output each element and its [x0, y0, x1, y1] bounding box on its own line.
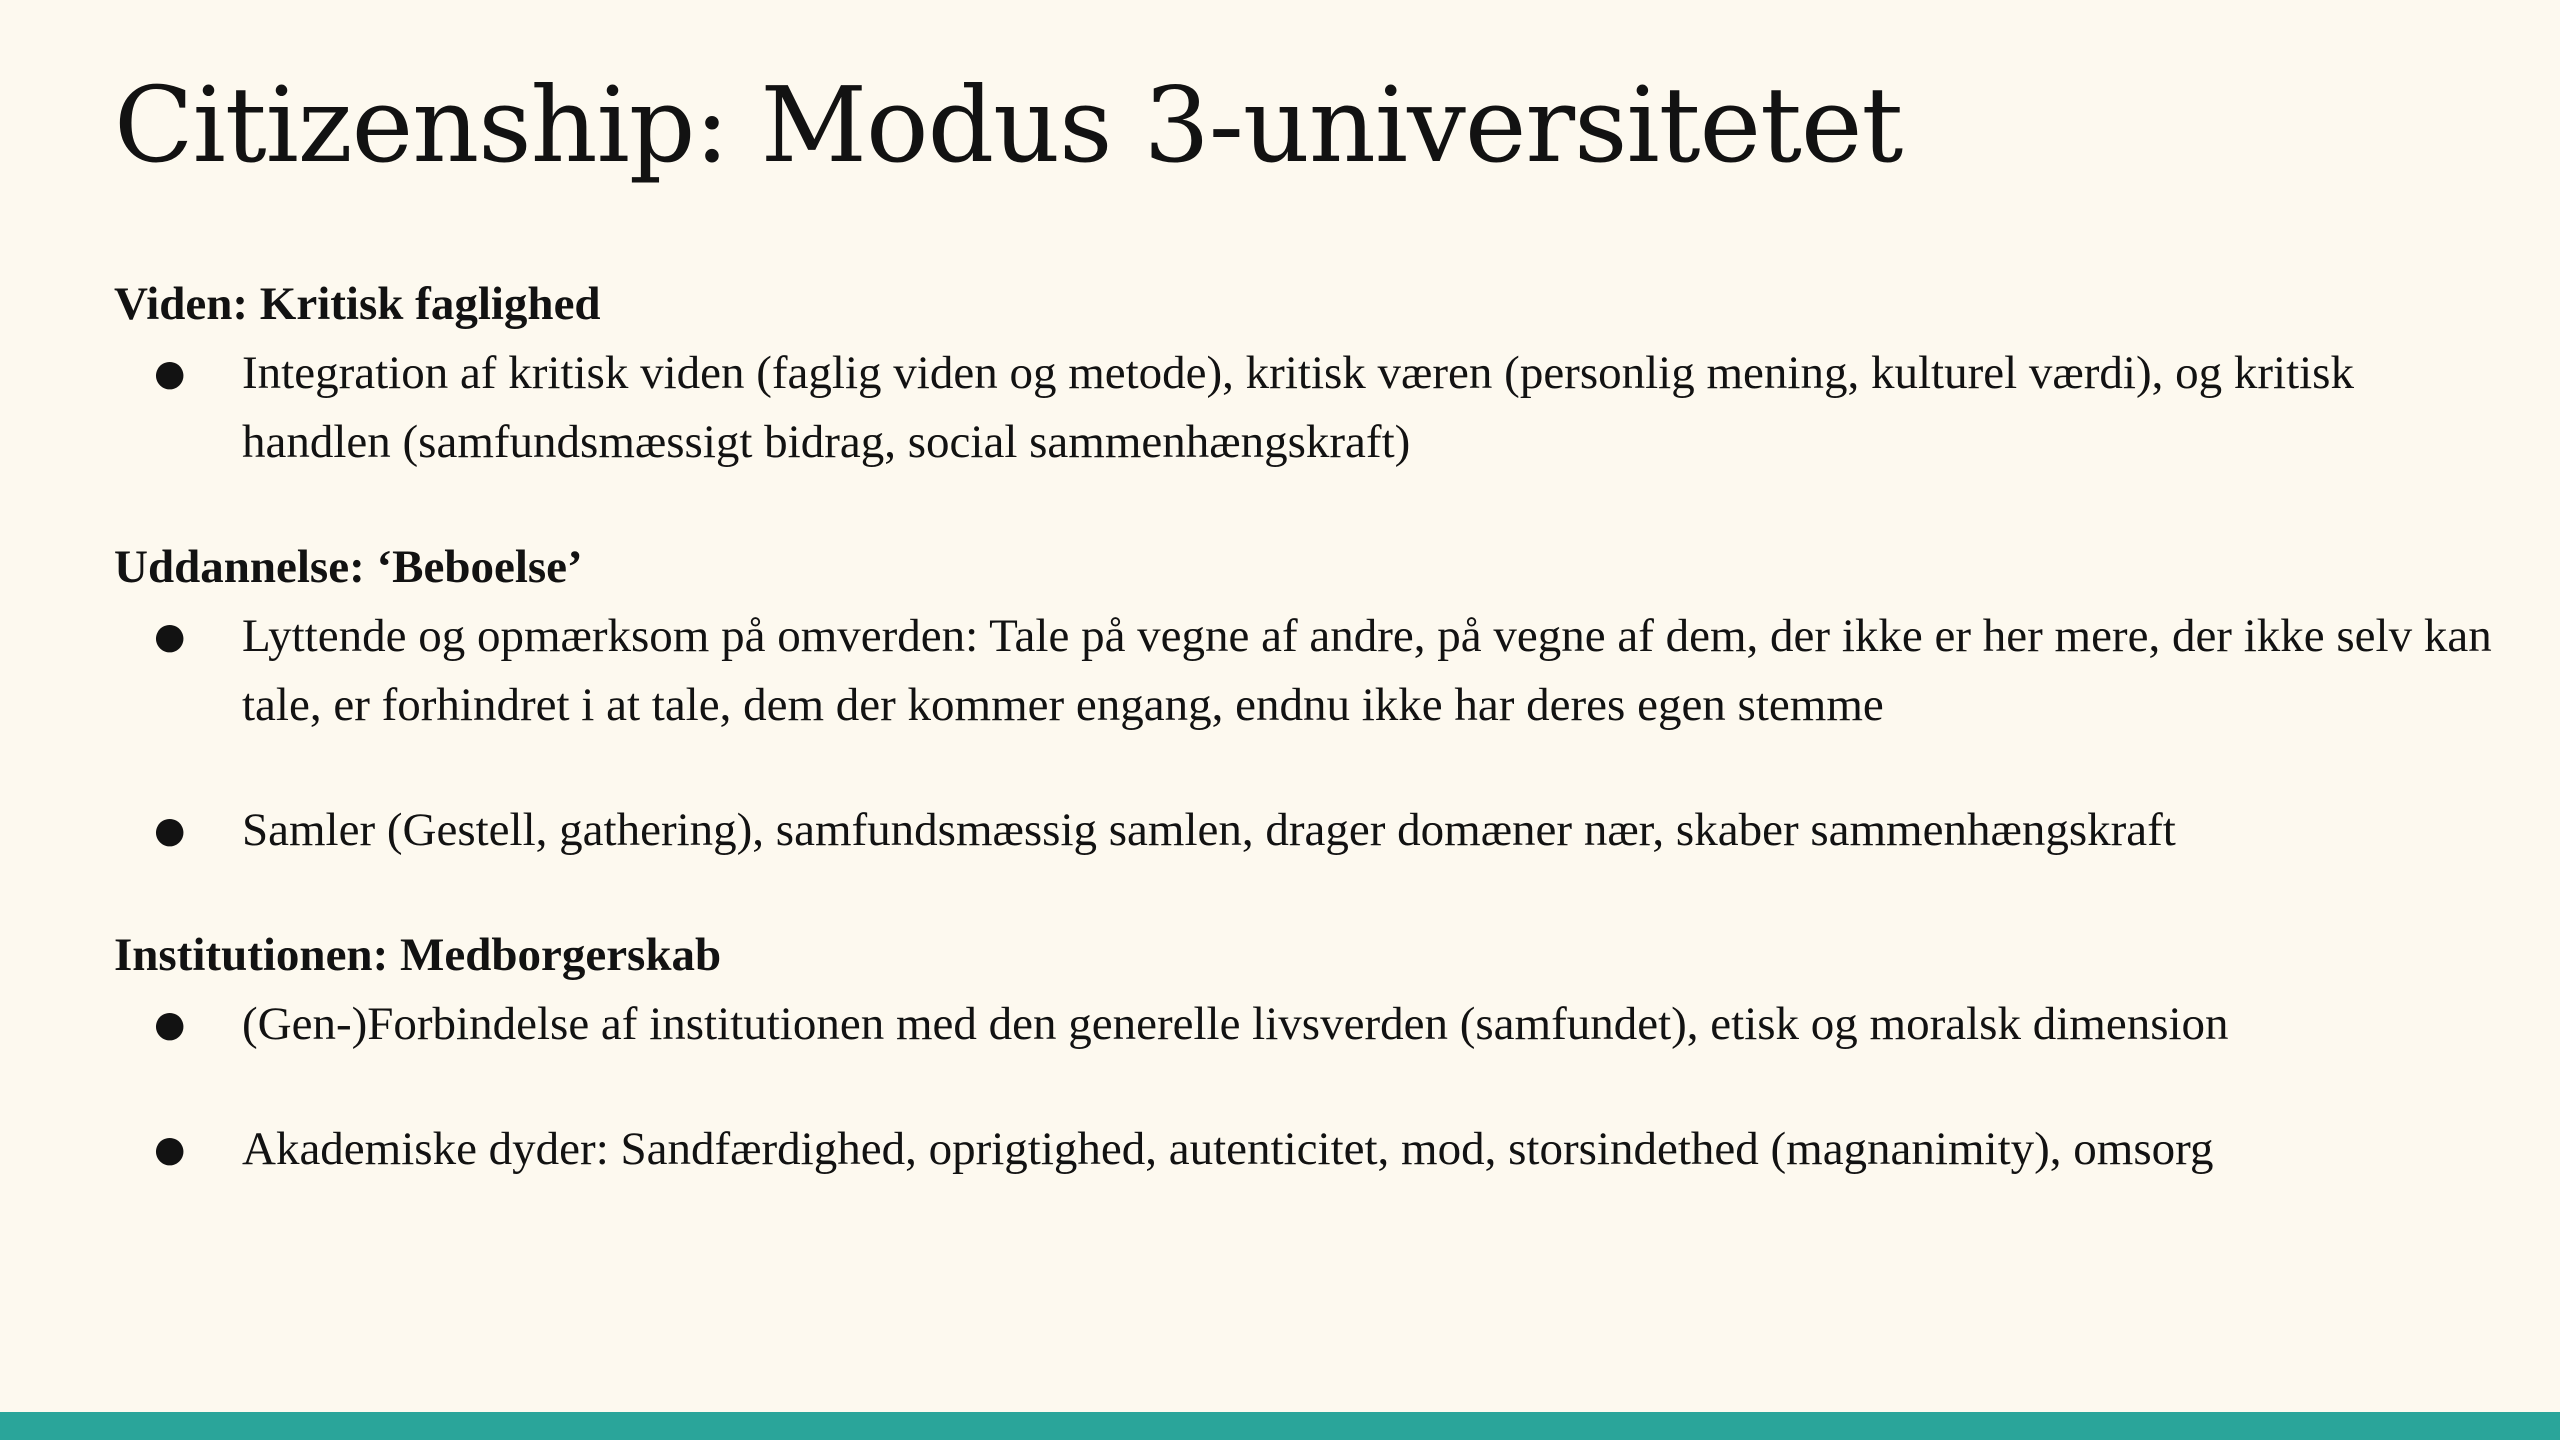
bullet-item: [114, 339, 2494, 477]
section-viden: [114, 270, 2494, 477]
slide-title: Citizenship: Modus 3-universitetet: [114, 64, 1903, 186]
bullet-text: Samler (Gestell, gathering), samfundsmæssig samlen, drager domæner nær, skaber sammenhængskraft: [242, 804, 2176, 856]
bullet-dot-icon: ●: [154, 353, 186, 394]
bullet-item: [114, 602, 2494, 740]
footer-accent-bar: [0, 1412, 2560, 1440]
section-heading: Institutionen: Medborgerskab: [114, 929, 722, 981]
bullet-list: [114, 339, 2494, 477]
section-heading: Uddannelse: ‘Beboelse’: [114, 541, 583, 593]
bullet-text: Integration af kritisk viden (faglig viden og metode), kritisk væren (personlig mening, kulturel værdi), og kritisk handlen (samfundsmæssigt bidrag, social sammenhængskraft): [242, 347, 2354, 468]
bullet-dot-icon: ●: [154, 616, 186, 657]
bullet-text: Lyttende og opmærksom på omverden: Tale på vegne af andre, på vegne af dem, der ikke er her mere, der ikke selv kan tale, er forhindret i at tale, dem der kommer engang, endnu ikke har deres egen stemme: [242, 610, 2492, 731]
bullet-text: Akademiske dyder: Sandfærdighed, oprigtighed, autenticitet, mod, storsindethed (magnanimity), omsorg: [242, 1123, 2214, 1175]
section-heading: Viden: Kritisk faglighed: [114, 278, 601, 330]
bullet-dot-icon: ●: [154, 1129, 186, 1170]
section-uddannelse: [114, 533, 2494, 865]
bullet-dot-icon: ●: [154, 1004, 186, 1045]
slide-body: [114, 270, 2494, 1240]
bullet-item: [114, 990, 2494, 1059]
bullet-dot-icon: ●: [154, 810, 186, 851]
bullet-list: [114, 990, 2494, 1184]
bullet-text: (Gen-)Forbindelse af institutionen med den generelle livsverden (samfundet), etisk og moralsk dimension: [242, 998, 2229, 1050]
bullet-list: [114, 602, 2494, 865]
bullet-item: [114, 1115, 2494, 1184]
bullet-item: [114, 796, 2494, 865]
section-institutionen: [114, 921, 2494, 1184]
